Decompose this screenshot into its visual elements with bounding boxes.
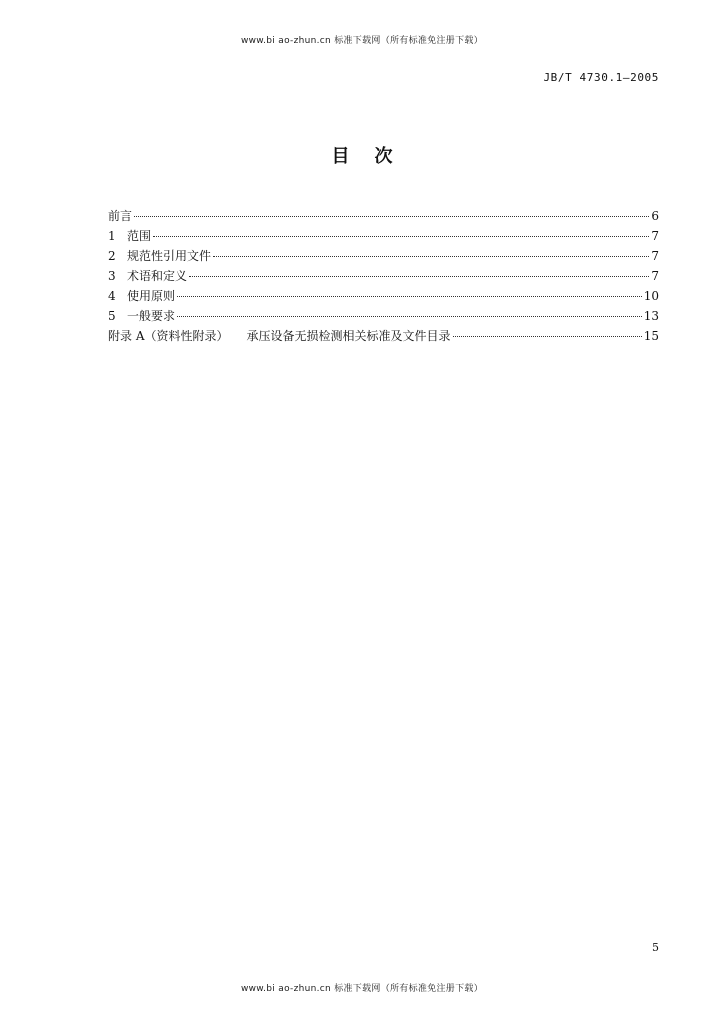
- toc-entry-number: 1: [108, 229, 116, 243]
- toc-leader-dots: [189, 275, 649, 277]
- toc-entry-page: 7: [651, 249, 659, 263]
- toc-leader-dots: [134, 215, 649, 217]
- toc-entry-page: 10: [643, 289, 659, 303]
- toc-entry-text: 术语和定义: [127, 269, 188, 283]
- toc-appendix-label: 附录 A（资料性附录）: [108, 329, 229, 343]
- toc-leader-dots: [213, 255, 649, 257]
- toc-entry-foreword[interactable]: [108, 206, 659, 226]
- toc-entry-4[interactable]: [108, 286, 659, 306]
- toc-appendix-title: 承压设备无损检测相关标准及文件目录: [246, 329, 451, 343]
- toc-entry-text: 规范性引用文件: [127, 249, 212, 263]
- standard-number: JB/T 4730.1—2005: [543, 71, 659, 84]
- toc-leader-dots: [177, 315, 642, 317]
- toc-entry-text: 使用原则: [127, 289, 176, 303]
- toc-entry-appendix-a[interactable]: [108, 326, 659, 346]
- toc-entry-3[interactable]: [108, 266, 659, 286]
- toc-entry-page: 15: [643, 329, 659, 343]
- toc-entry-text: 范围: [127, 229, 152, 243]
- toc-entry-page: 7: [651, 269, 659, 283]
- page-number: 5: [652, 941, 659, 954]
- page-title: 目 次: [331, 146, 393, 167]
- toc-entry-number: 3: [108, 269, 116, 283]
- toc-leader-dots: [177, 295, 642, 297]
- watermark-top: www.bi ao-zhun.cn 标准下载网（所有标准免注册下载）: [240, 36, 484, 46]
- toc-entry-page: 7: [651, 229, 659, 243]
- toc-entry-page: 13: [643, 309, 659, 323]
- watermark-bottom: www.bi ao-zhun.cn 标准下载网（所有标准免注册下载）: [240, 984, 484, 994]
- toc-leader-dots: [453, 335, 642, 337]
- toc-entry-number: 5: [108, 309, 116, 323]
- toc-entry-text: 前言: [108, 209, 133, 223]
- toc-entry-page: 6: [651, 209, 659, 223]
- toc-entry-2[interactable]: [108, 246, 659, 266]
- toc-entry-5[interactable]: [108, 306, 659, 326]
- toc-entry-1[interactable]: [108, 226, 659, 246]
- toc-entry-number: 2: [108, 249, 116, 263]
- toc-entry-number: 4: [108, 289, 116, 303]
- table-of-contents: [108, 206, 659, 346]
- toc-leader-dots: [153, 235, 649, 237]
- toc-entry-text: 一般要求: [127, 309, 176, 323]
